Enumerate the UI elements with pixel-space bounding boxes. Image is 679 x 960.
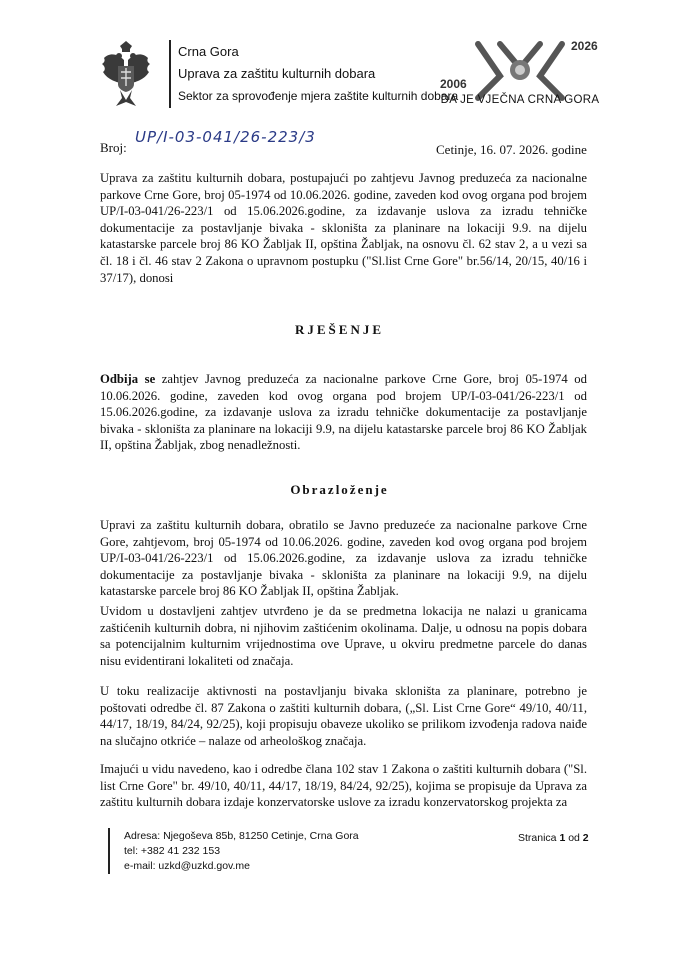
- page-number: [518, 832, 589, 844]
- reasoning-paragraph-4: Imajući u vidu navedeno, kao i odredbe člana 102 stav 1 Zakona o zaštiti kulturnih dobara ("Sl. list Crne Gore" br. 49/10, 40/11, 44/17, 18/19, 84/24, 92/25), kojima se propisuje da Uprava za zaštitu kulturnih dobara izdaje konzervatorske uslove za izradu konzervatorskog projekta za: [100, 762, 587, 810]
- page-prefix: Stranica: [518, 832, 560, 844]
- footer-phone: tel: +382 41 232 153: [124, 845, 221, 857]
- reference-label: Broj:: [100, 140, 127, 155]
- reasoning-paragraph-2: Uvidom u dostavljeni zahtjev utvrđeno je da se predmetna lokacija ne nalazi u granicama zaštićenih kulturnih dobra, ni njihovim zaštićenim okolinama. Dalje, u odnosu na popis dobara sa potencijalnim kulturnim vrijednostima ove Uprave, u okviru predmetne parcele do danas nisu evidentirani lokaliteti od značaja.: [100, 604, 587, 668]
- reference-number: UP/I-03-041/26-223/3: [135, 128, 316, 146]
- reasoning-paragraph-3: U toku realizacije aktivnosti na postavljanju bivaka skloništa za planinare, potrebno je poštovati odredbe čl. 87 Zakona o zaštiti kulturnih dobara, („Sl. List Crne Gore“ 49/10, 40/11, 44/17, 18/19, 84/24, 92/25), koji propisuju obaveze ukoliko se prilikom izvođenja radova naiđe na slučajno otkriće – nalaze od arheološkog značaja.: [100, 684, 587, 748]
- logo-year-left: 2006: [440, 77, 467, 91]
- intro-paragraph: Uprava za zaštitu kulturnih dobara, postupajući po zahtjevu Javnog preduzeća za nacionalne parkove Crne Gore, broj 05-1974 od 10.06.2026. godine, zaveden kod ovog organa pod brojem UP/I-03-041/26-223/1 od 15.06.2026.godine, za izdavanje uslova za izradu tehničke dokumentacije za postavljanje bivaka - skloništa za planinare na lokaciji 9.9. na dijelu katastarske parcele broj 86 KO Žabljak II, opština Žabljak, na osnovu čl. 62 stav 2, a u vezi sa čl. 18 i čl. 46 stav 2 Zakona o upravnom postupku ("Sl.list Crne Gore" br.56/14, 20/15, 40/16 i 37/17), donosi: [100, 171, 587, 285]
- footer-address: Adresa: Njegoševa 85b, 81250 Cetinje, Crna Gora: [124, 830, 359, 842]
- header-divider: [169, 40, 171, 108]
- page-current: 1: [559, 832, 566, 844]
- reasoning-title: Obrazloženje: [290, 482, 389, 497]
- reasoning-paragraph-1: Upravi za zaštitu kulturnih dobara, obratilo se Javno preduzeće za nacionalne parkove Crne Gore, zahtjevom, broj 05-1974 od 10.06.2026. godine, zaveden kod ovog organa pod brojem UP/I-03-041/26-223/1 od 15.06.2026.godine, za izdavanje uslova za izradu tehničke dokumentacije za postavljanje bivaka - skloništa za planinare na lokaciji 9.9, na dijelu katastarske parcele broj 86 KO Žabljak II, opština Žabljak.: [100, 518, 587, 599]
- page-total: 2: [582, 832, 589, 844]
- decision-text: zahtjev Javnog preduzeća za nacionalne parkove Crne Gore, broj 05-1974 od 10.06.2026. godine, zaveden kod ovog organa pod brojem UP/I-03-041/26-223/1 od 15.06.2026.godine, za izdavanje uslova za izradu tehničke dokumentacije za postavljanje bivaka - skloništa za planinare na lokaciji 9.9, na dijelu katastarske parcele broj 86 KO Žabljak II, opština Žabljak, zbog nenadležnosti.: [100, 372, 587, 453]
- header-country: Crna Gora: [178, 44, 239, 59]
- header-sector: Sektor za sprovođenje mjera zaštite kulturnih dobara: [178, 89, 459, 103]
- decision-lead: Odbija se: [100, 372, 156, 386]
- footer-email: e-mail: uzkd@uzkd.gov.me: [124, 860, 251, 872]
- footer-divider: [108, 828, 110, 874]
- decision-title: RJEŠENJE: [294, 322, 385, 337]
- document-date: Cetinje, 16. 07. 2026. godine: [436, 142, 587, 157]
- logo-year-right: 2026: [571, 39, 598, 53]
- page-mid: od: [565, 832, 583, 844]
- decision-paragraph: [100, 371, 587, 454]
- coat-of-arms-icon: [100, 40, 152, 112]
- logo-tagline: DA JE VJEČNA CRNA GORA: [440, 94, 600, 106]
- header-authority: Uprava za zaštitu kulturnih dobara: [178, 66, 376, 81]
